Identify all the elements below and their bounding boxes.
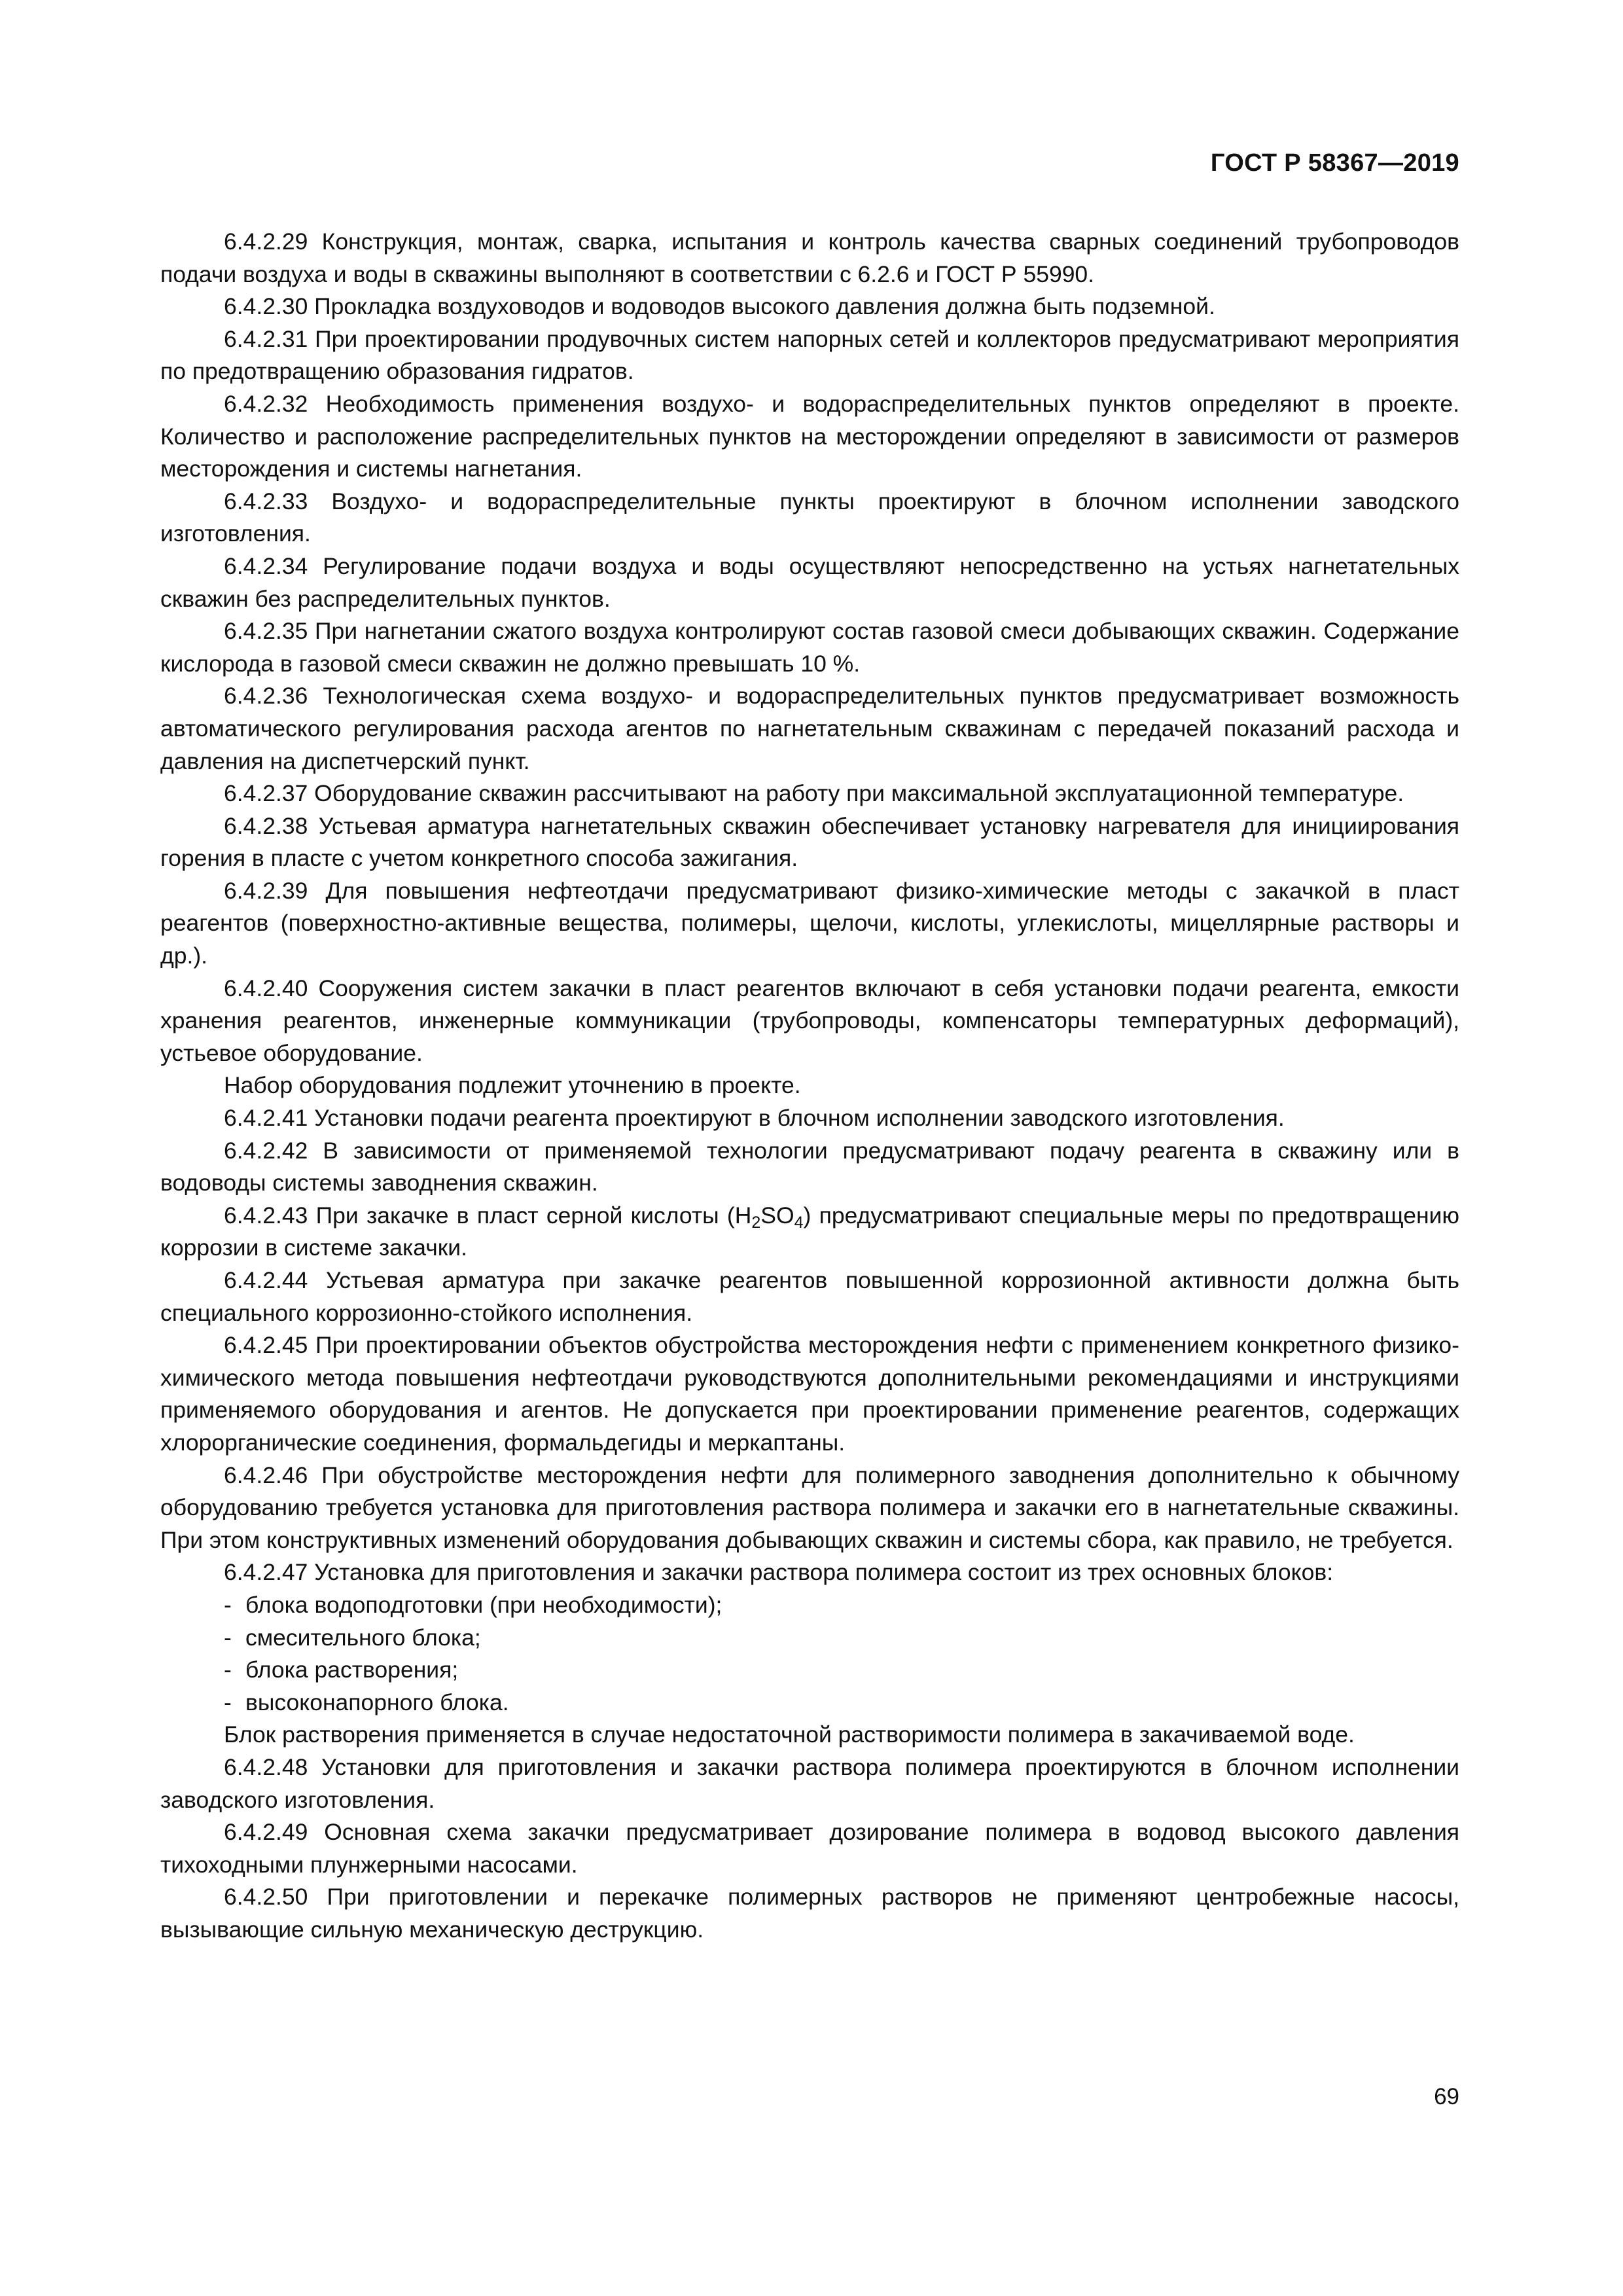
formula-subscript-4: 4 bbox=[794, 1213, 804, 1232]
list-item bbox=[160, 1589, 1459, 1622]
list-item-text: смесительного блока; bbox=[245, 1624, 481, 1651]
paragraph-6-4-2-43 bbox=[160, 1200, 1459, 1265]
paragraph-6-4-2-49: 6.4.2.49 Основная схема закачки предусматривает дозирование полимера в водовод высокого давления тихоходными плунжерными насосами. bbox=[160, 1819, 1459, 1878]
paragraph-6-4-2-46: 6.4.2.46 При обустройстве месторождения нефти для полимерного заводнения дополнительно к обычному оборудованию требуется установка для приготовления раствора полимера и закачки его в нагнетательные скважины. При этом конструктивных изменений оборудования добывающих скважин и системы сбора, как правило, не требуется. bbox=[160, 1462, 1459, 1553]
document-header-id: ГОСТ Р 58367—2019 bbox=[1210, 149, 1459, 177]
formula-so: SO bbox=[760, 1202, 794, 1229]
list-item bbox=[160, 1687, 1459, 1719]
paragraph-6-4-2-47: 6.4.2.47 Установка для приготовления и закачки раствора полимера состоит из трех основных блоков: bbox=[224, 1559, 1334, 1586]
paragraph-6-4-2-32: 6.4.2.32 Необходимость применения воздухо- и водораспределительных пунктов определяют в проекте. Количество и расположение распределительных пунктов на месторождении определяют в зависимости от размеров месторождения и системы нагнетания. bbox=[160, 390, 1459, 482]
paragraph-6-4-2-40: 6.4.2.40 Сооружения систем закачки в пласт реагентов включают в себя установки подачи реагента, емкости хранения реагентов, инженерные коммуникации (трубопроводы, компенсаторы температурных деформаций), устьевое оборудование. bbox=[160, 975, 1459, 1066]
paragraph-6-4-2-43-after: ) предусматривают специальные меры по предотвращению коррозии в системе закачки. bbox=[160, 1202, 1459, 1261]
list-dash: - bbox=[224, 1591, 232, 1618]
list-item-text: блока растворения; bbox=[245, 1657, 459, 1683]
paragraph-6-4-2-48: 6.4.2.48 Установки для приготовления и закачки раствора полимера проектируются в блочном исполнении заводского изготовления. bbox=[160, 1753, 1459, 1813]
list-item bbox=[160, 1654, 1459, 1687]
paragraph-6-4-2-38: 6.4.2.38 Устьевая арматура нагнетательных скважин обеспечивает установку нагревателя для инициирования горения в пласте с учетом конкретного способа зажигания. bbox=[160, 812, 1459, 872]
paragraph-6-4-2-50: 6.4.2.50 При приготовлении и перекачке полимерных растворов не применяют центробежные насосы, вызывающие сильную механическую деструкцию. bbox=[160, 1884, 1459, 1943]
page-number: 69 bbox=[1434, 2084, 1459, 2109]
list-item-text: блока водоподготовки (при необходимости); bbox=[245, 1591, 722, 1618]
list-dash: - bbox=[224, 1657, 232, 1683]
paragraph-6-4-2-31: 6.4.2.31 При проектировании продувочных систем напорных сетей и коллекторов предусматривают мероприятия по предотвращению образования гидратов. bbox=[160, 325, 1459, 385]
paragraph-6-4-2-45: 6.4.2.45 При проектировании объектов обустройства месторождения нефти с применением конкретного физико-химического метода повышения нефтеотдачи руководствуются дополнительными рекомендациями и инструкциями применяемого оборудования и агентов. Не допускается при проектировании применение реагентов, содержащих хлорорганические соединения, формальдегиды и меркаптаны. bbox=[160, 1332, 1459, 1456]
list-dash: - bbox=[224, 1624, 232, 1651]
paragraph-6-4-2-37: 6.4.2.37 Оборудование скважин рассчитывают на работу при максимальной эксплуатационной температуре. bbox=[224, 780, 1404, 807]
paragraph-6-4-2-33: 6.4.2.33 Воздухо- и водораспределительные пункты проектируют в блочном исполнении заводского изготовления. bbox=[160, 488, 1459, 547]
paragraph-6-4-2-35: 6.4.2.35 При нагнетании сжатого воздуха контролируют состав газовой смеси добывающих скважин. Содержание кислорода в газовой смеси скважин не должно превышать 10 %. bbox=[160, 618, 1459, 677]
paragraph-6-4-2-30: 6.4.2.30 Прокладка воздуховодов и водоводов высокого давления должна быть подземной. bbox=[224, 293, 1215, 320]
paragraph-6-4-2-36: 6.4.2.36 Технологическая схема воздухо- и водораспределительных пунктов предусматривает возможность автоматического регулирования расхода агентов по нагнетательным скважинам с передачей показаний расхода и давления на диспетчерский пункт. bbox=[160, 683, 1459, 774]
list-item-text: высоконапорного блока. bbox=[245, 1689, 509, 1715]
paragraph-6-4-2-34: 6.4.2.34 Регулирование подачи воздуха и воды осуществляют непосредственно на устьях нагнетательных скважин без распределительных пунктов. bbox=[160, 552, 1459, 612]
paragraph-6-4-2-42: 6.4.2.42 В зависимости от применяемой технологии предусматривают подачу реагента в скважину или в водоводы системы заводнения скважин. bbox=[160, 1137, 1459, 1196]
paragraph-6-4-2-29: 6.4.2.29 Конструкция, монтаж, сварка, испытания и контроль качества сварных соединений трубопроводов подачи воздуха и воды в скважины выполняют в соответствии с 6.2.6 и ГОСТ Р 55990. bbox=[160, 228, 1459, 287]
paragraph-equipment-note: Набор оборудования подлежит уточнению в проекте. bbox=[224, 1072, 801, 1099]
paragraph-6-4-2-41: 6.4.2.41 Установки подачи реагента проектируют в блочном исполнении заводского изготовления. bbox=[224, 1105, 1285, 1132]
formula-subscript-2: 2 bbox=[751, 1213, 761, 1232]
paragraph-6-4-2-44: 6.4.2.44 Устьевая арматура при закачке реагентов повышенной коррозионной активности должна быть специального коррозионно-стойкого исполнения. bbox=[160, 1267, 1459, 1326]
list-item bbox=[160, 1622, 1459, 1655]
paragraph-6-4-2-39: 6.4.2.39 Для повышения нефтеотдачи предусматривают физико-химические методы с закачкой в пласт реагентов (поверхностно-активные вещества, полимеры, щелочи, кислоты, углекислоты, мицеллярные растворы и др.). bbox=[160, 877, 1459, 969]
paragraph-dissolution-block-note: Блок растворения применяется в случае недостаточной растворимости полимера в закачиваемой воде. bbox=[224, 1721, 1355, 1748]
document-body bbox=[160, 226, 1459, 1946]
paragraph-6-4-2-43-before: 6.4.2.43 При закачке в пласт серной кислоты (H bbox=[224, 1202, 752, 1229]
list-dash: - bbox=[224, 1689, 232, 1715]
